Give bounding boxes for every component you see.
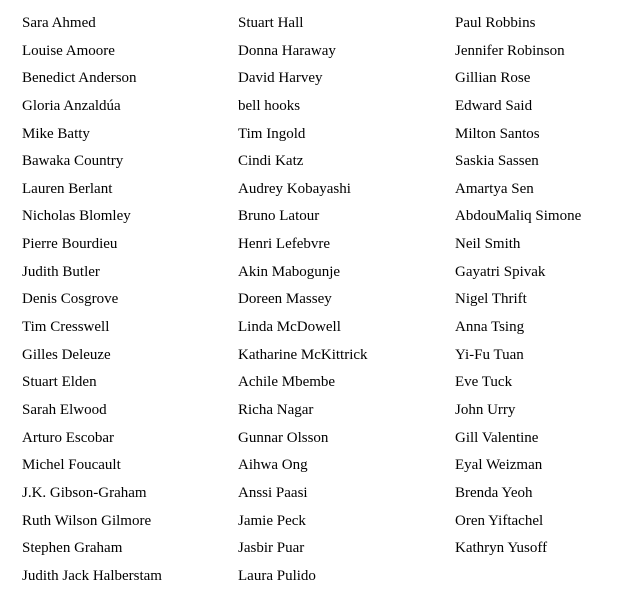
name-entry: Katharine McKittrick xyxy=(238,346,368,363)
name-entry: Jennifer Robinson xyxy=(455,42,565,59)
name-entry: Arturo Escobar xyxy=(22,429,115,446)
name-entry: Ruth Wilson Gilmore xyxy=(22,512,152,529)
name-entry: Gayatri Spivak xyxy=(455,263,546,280)
name-entry: Edward Said xyxy=(455,97,533,114)
name-entry: Stuart Elden xyxy=(22,374,97,391)
name-entry: Oren Yiftachel xyxy=(455,512,544,529)
name-entry: Nicholas Blomley xyxy=(22,208,131,225)
name-column-3 xyxy=(455,10,581,563)
name-entry: Gilles Deleuze xyxy=(22,346,111,363)
name-entry: bell hooks xyxy=(238,97,301,114)
name-entry: Judith Butler xyxy=(22,263,100,280)
name-entry: John Urry xyxy=(455,401,516,418)
name-entry: Louise Amoore xyxy=(22,42,115,59)
name-entry: Saskia Sassen xyxy=(455,153,539,170)
name-entry: Aihwa Ong xyxy=(238,457,308,474)
name-entry: Paul Robbins xyxy=(455,15,536,31)
name-entry: Amartya Sen xyxy=(455,180,534,197)
name-column-1 xyxy=(22,10,162,590)
name-entry: AbdouMaliq Simone xyxy=(455,208,582,225)
name-entry: Mike Batty xyxy=(22,125,90,142)
name-entry: Bawaka Country xyxy=(22,153,124,170)
name-entry: Gill Valentine xyxy=(455,429,539,446)
name-entry: Tim Cresswell xyxy=(22,319,110,336)
name-entry: Linda McDowell xyxy=(238,319,341,336)
name-entry: Tim Ingold xyxy=(238,125,306,142)
name-entry: Judith Jack Halberstam xyxy=(22,567,162,584)
name-entry: David Harvey xyxy=(238,70,323,87)
names-table xyxy=(0,10,628,600)
name-entry: Stuart Hall xyxy=(238,15,304,31)
name-entry: Akin Mabogunje xyxy=(238,263,341,280)
name-entry: Stephen Graham xyxy=(22,540,123,557)
name-entry: Sarah Elwood xyxy=(22,401,107,418)
name-entry: Jamie Peck xyxy=(238,512,306,529)
name-entry: Eyal Weizman xyxy=(455,457,543,474)
name-entry: Gloria Anzaldúa xyxy=(22,97,121,114)
name-entry: Neil Smith xyxy=(455,236,521,253)
name-entry: Gunnar Olsson xyxy=(238,429,329,446)
name-entry: Donna Haraway xyxy=(238,42,336,59)
name-entry: Gillian Rose xyxy=(455,70,531,87)
name-entry: J.K. Gibson-Graham xyxy=(22,484,147,501)
name-entry: Nigel Thrift xyxy=(455,291,527,308)
name-entry: Sara Ahmed xyxy=(22,15,96,31)
name-entry: Audrey Kobayashi xyxy=(238,180,351,197)
name-entry: Pierre Bourdieu xyxy=(22,236,118,253)
name-entry: Henri Lefebvre xyxy=(238,236,331,253)
name-entry: Eve Tuck xyxy=(455,374,513,391)
name-entry: Achile Mbembe xyxy=(238,374,336,391)
name-entry: Michel Foucault xyxy=(22,457,121,474)
name-entry: Cindi Katz xyxy=(238,153,304,170)
name-entry: Milton Santos xyxy=(455,125,540,142)
name-entry: Richa Nagar xyxy=(238,401,314,418)
name-entry: Denis Cosgrove xyxy=(22,291,119,308)
name-entry: Anna Tsing xyxy=(455,319,525,336)
name-column-2 xyxy=(238,10,368,590)
name-entry: Brenda Yeoh xyxy=(455,484,533,501)
name-entry: Anssi Paasi xyxy=(238,484,308,501)
name-entry: Kathryn Yusoff xyxy=(455,540,548,557)
name-entry: Benedict Anderson xyxy=(22,70,137,87)
name-entry: Yi-Fu Tuan xyxy=(455,346,524,363)
name-entry: Jasbir Puar xyxy=(238,540,305,557)
name-entry: Laura Pulido xyxy=(238,567,316,584)
name-entry: Lauren Berlant xyxy=(22,180,113,197)
name-entry: Doreen Massey xyxy=(238,291,332,308)
name-entry: Bruno Latour xyxy=(238,208,320,225)
